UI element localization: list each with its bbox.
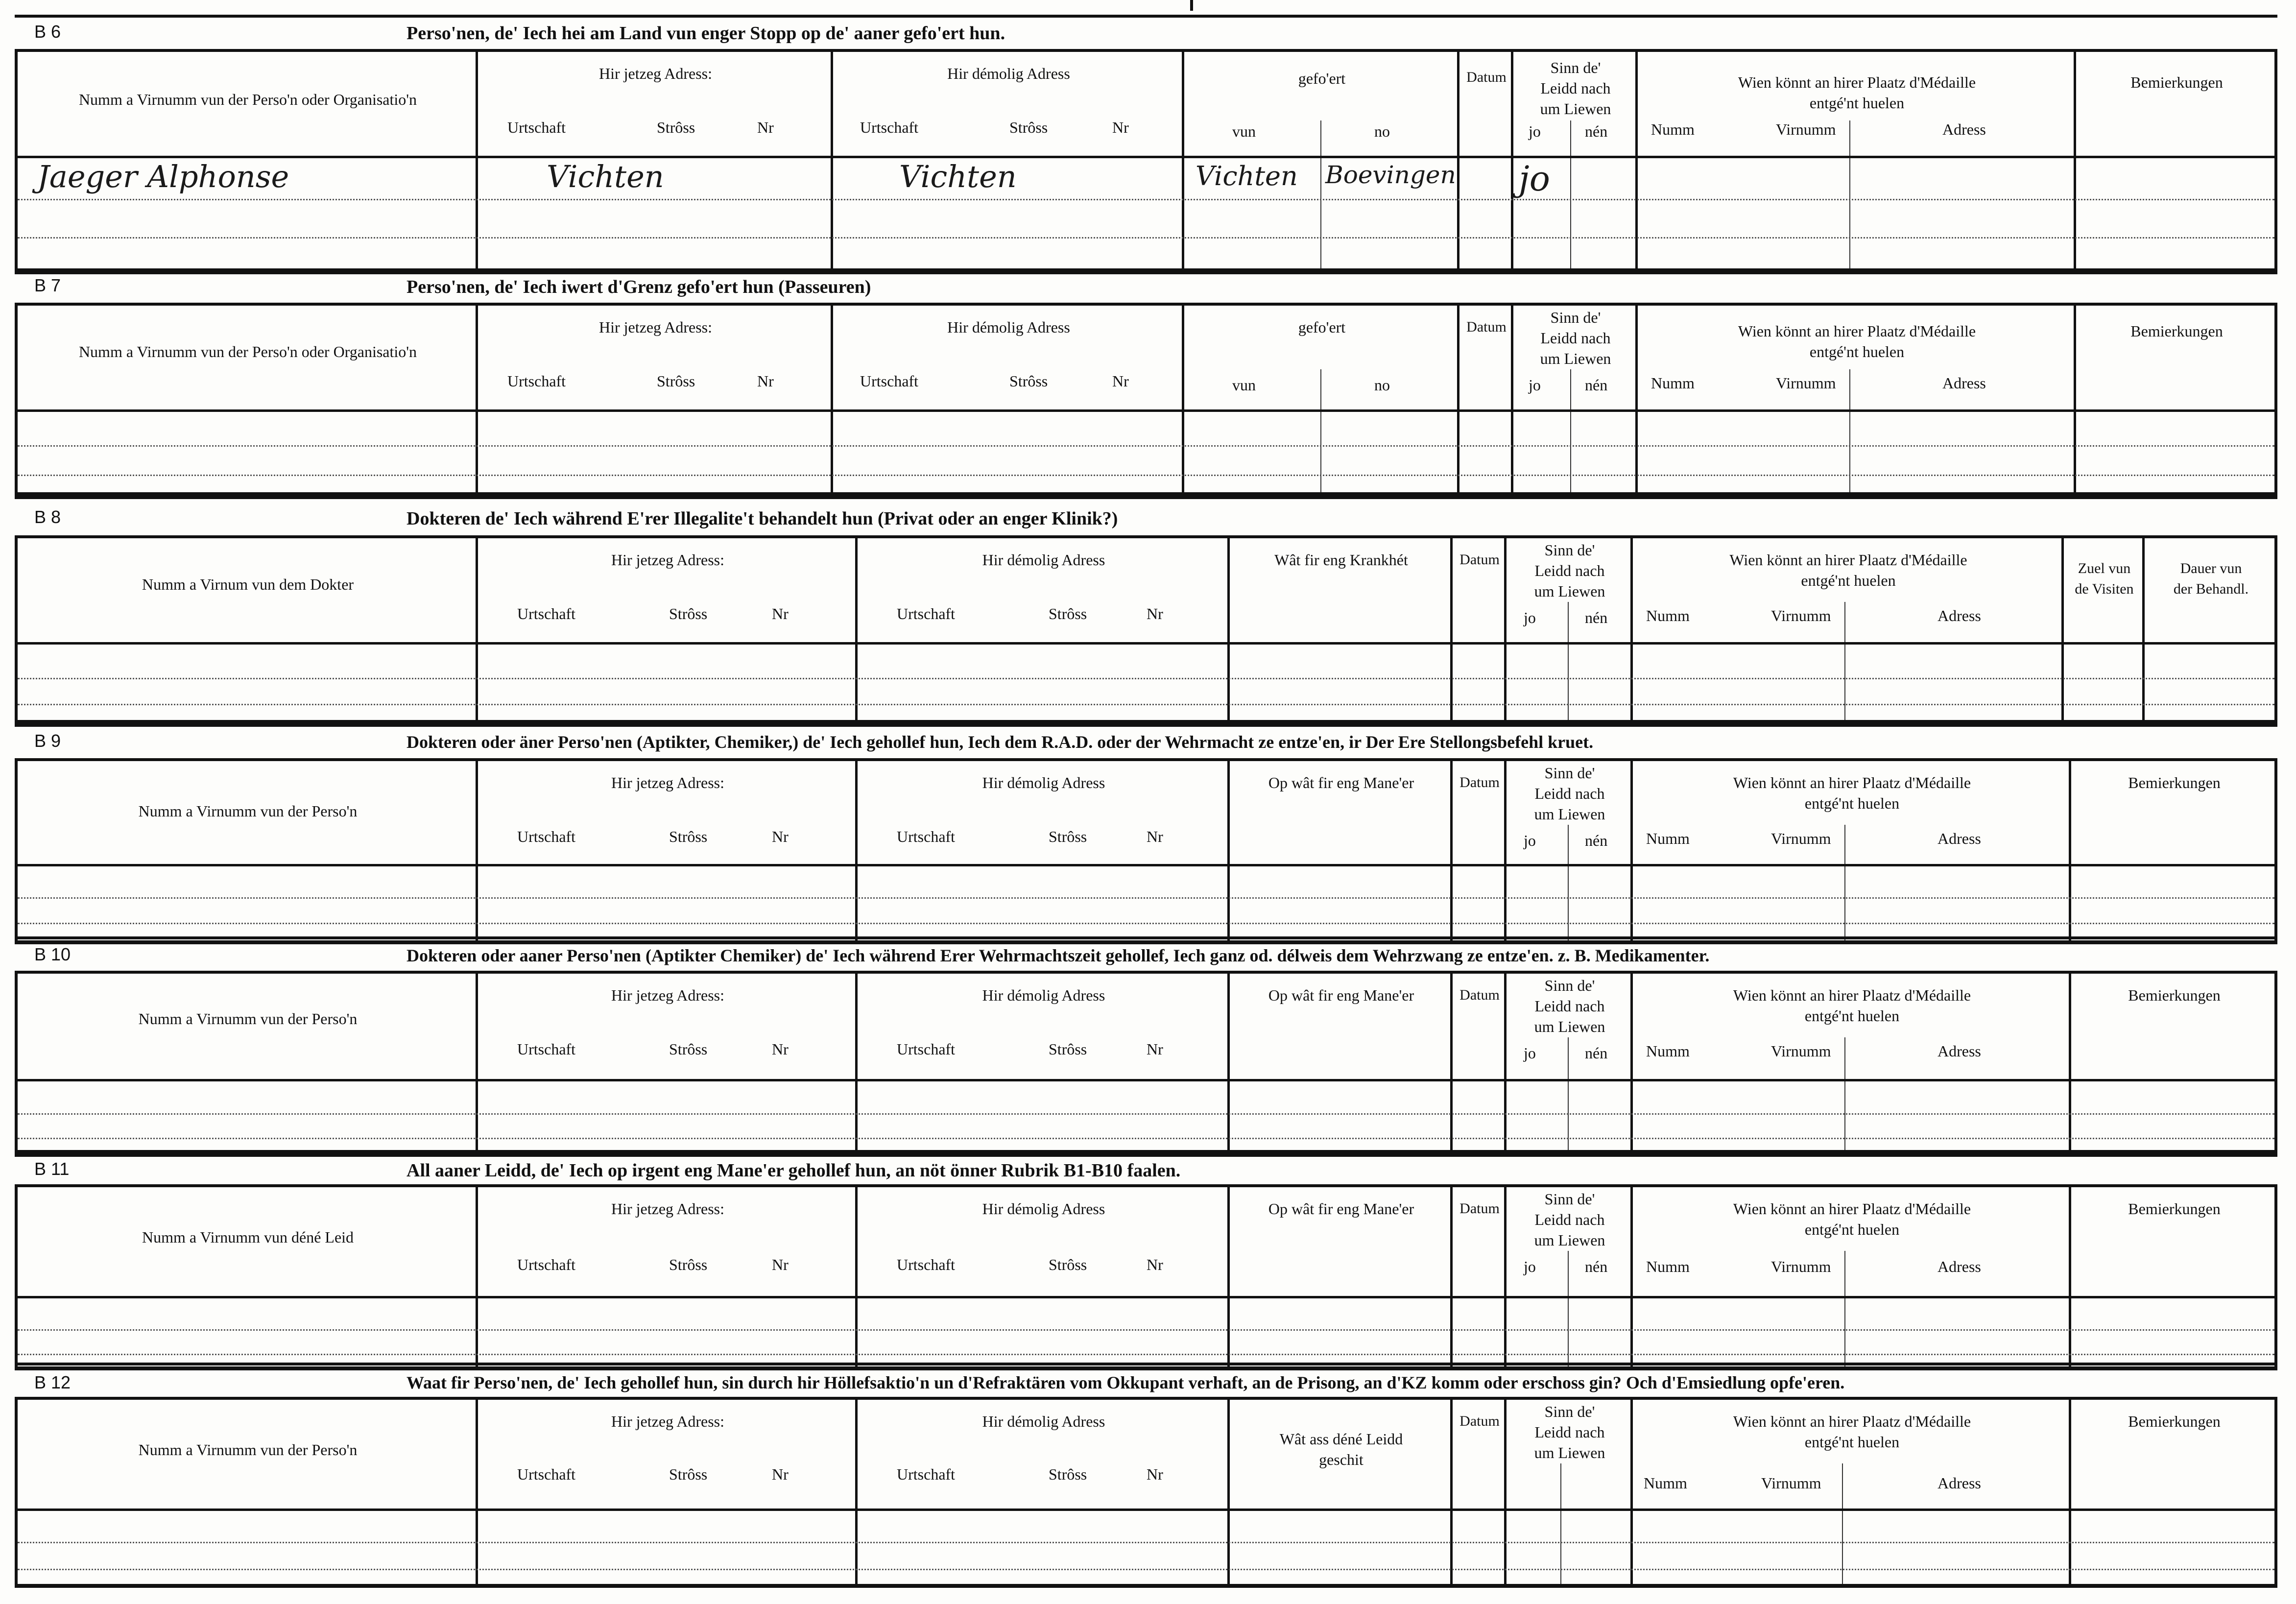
entry-jo: jo (1519, 159, 1550, 199)
section-title: Perso'nen, de' Iech hei am Land vun enger Stopp op de' aaner gefo'ert hun. (407, 23, 1005, 44)
numm-label: Numm (1646, 607, 1690, 624)
duration-label-2: der Behandl. (2173, 581, 2249, 597)
section-code: B 6 (34, 22, 61, 42)
urtschaft-label: Urtschaft (897, 1040, 956, 1058)
urtschaft-label: Urtschaft (897, 828, 956, 845)
divider (1844, 1251, 1845, 1366)
stross-label: Strôss (1009, 119, 1048, 136)
current-address-label: Hir jetzeg Adress: (611, 1412, 725, 1430)
liewen-label: um Liewen (1540, 350, 1611, 367)
nr-label: Nr (1112, 119, 1129, 136)
section-code: B 12 (34, 1372, 71, 1392)
entry-current-place: Vichten (547, 159, 664, 194)
transport-label: gefo'ert (1298, 70, 1346, 87)
leidd-label: Leidd nach (1534, 1211, 1605, 1228)
former-address-label: Hir démolig Adress (947, 318, 1070, 336)
stross-label: Strôss (1049, 1465, 1087, 1483)
transport-label: gefo'ert (1298, 318, 1346, 336)
datum-label: Datum (1459, 1413, 1500, 1429)
name-header: Numm a Virnum vun dem Dokter (142, 575, 354, 593)
section-b11 (15, 1150, 2277, 1184)
datum-label: Datum (1459, 987, 1500, 1003)
manner-label: Op wât fir eng Mane'er (1268, 774, 1414, 791)
name-header: Numm a Virnumm vun der Perso'n (138, 802, 358, 820)
name-header: Numm a Virnumm vun der Perso'n oder Organisatio'n (78, 343, 417, 360)
adress-label: Adress (1937, 1258, 1981, 1275)
nr-label: Nr (772, 605, 789, 622)
liewen-label: um Liewen (1534, 1444, 1605, 1461)
urtschaft-label: Urtschaft (897, 1256, 956, 1273)
leidd-label: Leidd nach (1540, 79, 1611, 97)
section-code: B 7 (34, 275, 61, 295)
urtschaft-label: Urtschaft (517, 1040, 576, 1058)
urtschaft-label: Urtschaft (517, 1465, 576, 1483)
medal-label-2: entgé'nt huelen (1809, 94, 1905, 112)
table-b11 (15, 1184, 2277, 1370)
divider (1568, 602, 1569, 720)
sinn-label: Sinn de' (1550, 59, 1601, 76)
divider (1844, 602, 1845, 720)
dotted-line (18, 475, 2274, 476)
divider (1568, 1037, 1569, 1153)
numm-label: Numm (1646, 1258, 1690, 1275)
name-header: Numm a Virnumm vun der Perso'n (138, 1441, 358, 1459)
section-title: Dokteren oder aaner Perso'nen (Aptikter Chemiker) de' Iech während Erer Wehrmachtszeit gehollef, Iech ganz od. délweis dem Wehrzwang ze entze'en. z. B. Medikamenter. (407, 946, 1710, 965)
liewen-label: um Liewen (1534, 805, 1605, 823)
virnumm-label: Virnumm (1771, 1042, 1831, 1060)
to-label: no (1374, 376, 1390, 394)
header-rule (18, 1079, 2274, 1081)
col-happened (1230, 1400, 1453, 1584)
current-address-label: Hir jetzeg Adress: (611, 986, 725, 1004)
urtschaft-label: Urtschaft (517, 828, 576, 845)
medal-label-2: entgé'nt huelen (1801, 572, 1896, 589)
stross-label: Strôss (669, 1256, 708, 1273)
remarks-label: Bemierkungen (2130, 322, 2223, 340)
dotted-line (18, 199, 2274, 200)
adress-label: Adress (1937, 607, 1981, 624)
section-b10 (15, 936, 2277, 971)
divider (1570, 369, 1571, 492)
nen-label: nén (1585, 1258, 1608, 1275)
header-rule (18, 1296, 2274, 1298)
section-title: Dokteren oder äner Perso'nen (Aptikter, Chemiker,) de' Iech gehollef hun, Iech dem R.A.D. oder der Wehrmacht ze entze'en, ir Der Ere Stellongsbefehl kruet. (407, 732, 1594, 752)
remarks-label: Bemierkungen (2128, 774, 2221, 791)
from-label: vun (1232, 376, 1256, 394)
datum-label: Datum (1459, 1200, 1500, 1217)
numm-label: Numm (1651, 120, 1695, 138)
former-address-label: Hir démolig Adress (982, 774, 1105, 791)
nr-label: Nr (772, 1256, 789, 1273)
nen-label: nén (1585, 609, 1608, 626)
remarks-label: Bemierkungen (2130, 73, 2223, 91)
numm-label: Numm (1644, 1474, 1687, 1492)
dotted-line (18, 678, 2274, 679)
dotted-line (18, 704, 2274, 705)
nr-label: Nr (772, 1465, 789, 1483)
medal-label: Wien könnt an hirer Plaatz d'Médaille (1738, 322, 1976, 340)
jo-label: jo (1524, 1258, 1536, 1275)
section-code: B 10 (34, 944, 71, 964)
sinn-label: Sinn de' (1544, 1403, 1595, 1420)
remarks-label: Bemierkungen (2128, 986, 2221, 1004)
name-header: Numm a Virnumm vun der Perso'n (138, 1010, 358, 1028)
section-code: B 11 (34, 1159, 70, 1179)
divider (1568, 1251, 1569, 1366)
divider (1320, 120, 1321, 270)
dotted-line (18, 1542, 2274, 1543)
adress-label: Adress (1942, 120, 1986, 138)
medal-label: Wien könnt an hirer Plaatz d'Médaille (1733, 1200, 1971, 1218)
current-address-label: Hir jetzeg Adress: (611, 551, 725, 569)
dotted-line (18, 445, 2274, 447)
adress-label: Adress (1937, 1042, 1981, 1060)
nr-label: Nr (1147, 828, 1163, 845)
virnumm-label: Virnumm (1776, 374, 1836, 392)
col-name (18, 1400, 478, 1584)
divider (1560, 1463, 1561, 1584)
stross-label: Strôss (657, 372, 695, 390)
nen-label: nén (1585, 1044, 1608, 1062)
dotted-line (18, 1113, 2274, 1115)
sinn-label: Sinn de' (1544, 764, 1595, 782)
medal-label-2: entgé'nt huelen (1809, 343, 1905, 360)
leidd-label: Leidd nach (1540, 329, 1611, 347)
name-header: Numm a Virnumm vun déné Leid (142, 1228, 354, 1246)
jo-label: jo (1524, 609, 1536, 626)
medal-label-2: entgé'nt huelen (1804, 794, 1900, 812)
virnumm-label: Virnumm (1771, 1258, 1831, 1275)
happened-label-2: geschit (1319, 1451, 1363, 1468)
stross-label: Strôss (669, 605, 708, 622)
datum-label: Datum (1459, 551, 1500, 568)
datum-label: Datum (1466, 319, 1507, 335)
top-tick (1190, 0, 1193, 11)
divider (1320, 369, 1321, 492)
stross-label: Strôss (1009, 372, 1048, 390)
duration-label: Dauer vun (2180, 560, 2242, 576)
urtschaft-label: Urtschaft (517, 1256, 576, 1273)
leidd-label: Leidd nach (1534, 1423, 1605, 1441)
table-b12 (15, 1397, 2277, 1588)
dotted-line (18, 1569, 2274, 1570)
visits-label-2: de Visiten (2075, 581, 2134, 597)
divider (1849, 369, 1850, 492)
to-label: no (1374, 122, 1390, 140)
dotted-line (18, 923, 2274, 924)
adress-label: Adress (1942, 374, 1986, 392)
section-code: B 9 (34, 731, 61, 751)
dotted-line (18, 1329, 2274, 1331)
sinn-label: Sinn de' (1544, 541, 1595, 559)
manner-label: Op wât fir eng Mane'er (1268, 1200, 1414, 1218)
sinn-label: Sinn de' (1544, 1190, 1595, 1208)
medal-label-2: entgé'nt huelen (1804, 1221, 1900, 1238)
current-address-label: Hir jetzeg Adress: (598, 65, 713, 82)
section-title: All aaner Leidd, de' Iech op irgent eng Mane'er gehollef hun, an nöt önner Rubrik B1-B10 faalen. (407, 1160, 1181, 1181)
dotted-line (18, 897, 2274, 899)
leidd-label: Leidd nach (1534, 785, 1605, 802)
nen-label: nén (1585, 376, 1608, 394)
nr-label: Nr (1147, 605, 1163, 622)
former-address-label: Hir démolig Adress (982, 986, 1105, 1004)
virnumm-label: Virnumm (1776, 120, 1836, 138)
table-b6 (15, 49, 2277, 274)
stross-label: Strôss (669, 1040, 708, 1058)
name-header: Numm a Virnumm vun der Perso'n oder Organisatio'n (78, 91, 417, 108)
datum-label: Datum (1459, 774, 1500, 790)
header-rule (18, 156, 2274, 158)
stross-label: Strôss (669, 828, 708, 845)
section-b12 (15, 1363, 2277, 1397)
medal-label: Wien könnt an hirer Plaatz d'Médaille (1733, 1412, 1971, 1430)
leidd-label: Leidd nach (1534, 997, 1605, 1015)
entry-former-place: Vichten (899, 159, 1017, 194)
col-name (18, 306, 478, 492)
nr-label: Nr (1147, 1256, 1163, 1273)
liewen-label: um Liewen (1534, 1231, 1605, 1249)
sinn-label: Sinn de' (1544, 977, 1595, 994)
col-name (18, 1187, 478, 1366)
former-address-label: Hir démolig Adress (947, 65, 1070, 82)
header-rule (18, 409, 2274, 412)
urtschaft-label: Urtschaft (507, 119, 566, 136)
section-title: Dokteren de' Iech während E'rer Illegalite't behandelt hun (Privat oder an enger Klinik?) (407, 508, 1118, 529)
nr-label: Nr (1147, 1465, 1163, 1483)
illness-label: Wât fir eng Krankhét (1274, 551, 1408, 569)
from-label: vun (1232, 122, 1256, 140)
adress-label: Adress (1937, 1474, 1981, 1492)
section-code: B 8 (34, 507, 61, 527)
manner-label: Op wât fir eng Mane'er (1268, 986, 1414, 1004)
nr-label: Nr (757, 119, 774, 136)
nr-label: Nr (772, 828, 789, 845)
section-b9 (15, 724, 2277, 758)
entry-to: Boevingen (1325, 161, 1456, 189)
jo-label: jo (1529, 122, 1541, 140)
section-b8 (15, 496, 2277, 535)
dotted-line (18, 1138, 2274, 1139)
stross-label: Strôss (1049, 828, 1087, 845)
adress-label: Adress (1937, 830, 1981, 847)
numm-label: Numm (1651, 374, 1695, 392)
table-b7 (15, 303, 2277, 496)
stross-label: Strôss (657, 119, 695, 136)
section-title: Perso'nen, de' Iech iwert d'Grenz gefo'ert hun (Passeuren) (407, 277, 871, 297)
virnumm-label: Virnumm (1771, 830, 1831, 847)
visits-label: Zuel vun (2078, 560, 2131, 576)
dotted-line (18, 1354, 2274, 1355)
numm-label: Numm (1646, 830, 1690, 847)
stross-label: Strôss (669, 1465, 708, 1483)
col-name (18, 538, 478, 720)
happened-label: Wât ass déné Leidd (1279, 1430, 1403, 1448)
nr-label: Nr (757, 372, 774, 390)
col-name (18, 974, 478, 1153)
liewen-label: um Liewen (1540, 100, 1611, 118)
current-address-label: Hir jetzeg Adress: (598, 318, 713, 336)
stross-label: Strôss (1049, 605, 1087, 622)
medal-label: Wien könnt an hirer Plaatz d'Médaille (1733, 774, 1971, 791)
jo-label: jo (1524, 1044, 1536, 1062)
jo-label: jo (1524, 832, 1536, 849)
stross-label: Strôss (1049, 1256, 1087, 1273)
entry-from: Vichten (1196, 161, 1298, 192)
urtschaft-label: Urtschaft (517, 605, 576, 622)
header-rule (18, 642, 2274, 645)
urtschaft-label: Urtschaft (507, 372, 566, 390)
leidd-label: Leidd nach (1534, 562, 1605, 579)
urtschaft-label: Urtschaft (897, 1465, 956, 1483)
urtschaft-label: Urtschaft (897, 605, 956, 622)
section-b7 (15, 268, 2277, 303)
sinn-label: Sinn de' (1550, 309, 1601, 326)
entry-name: Jaeger Alphonse (37, 159, 289, 194)
liewen-label: um Liewen (1534, 1018, 1605, 1035)
nr-label: Nr (1112, 372, 1129, 390)
urtschaft-label: Urtschaft (860, 372, 919, 390)
liewen-label: um Liewen (1534, 582, 1605, 600)
nr-label: Nr (772, 1040, 789, 1058)
table-b10 (15, 971, 2277, 1157)
former-address-label: Hir démolig Adress (982, 1200, 1105, 1218)
medal-label-2: entgé'nt huelen (1804, 1007, 1900, 1025)
col-name (18, 761, 478, 940)
medal-label: Wien könnt an hirer Plaatz d'Médaille (1733, 986, 1971, 1004)
table-b8 (15, 535, 2277, 724)
jo-label: jo (1529, 376, 1541, 394)
former-address-label: Hir démolig Adress (982, 551, 1105, 569)
numm-label: Numm (1646, 1042, 1690, 1060)
divider (1844, 1037, 1845, 1153)
table-b9 (15, 758, 2277, 944)
section-title: Waat fir Perso'nen, de' Iech gehollef hun, sin durch hir Höllefsaktio'n un d'Refraktären vom Okkupant verhaft, an de Prisong, an d'KZ komm oder erschoss gin? Och d'Emsiedlung opfe'eren. (407, 1373, 1845, 1392)
current-address-label: Hir jetzeg Adress: (611, 1200, 725, 1218)
nr-label: Nr (1147, 1040, 1163, 1058)
medal-label: Wien könnt an hirer Plaatz d'Médaille (1729, 551, 1967, 569)
current-address-label: Hir jetzeg Adress: (611, 774, 725, 791)
datum-label: Datum (1466, 69, 1507, 85)
former-address-label: Hir démolig Adress (982, 1412, 1105, 1430)
medal-label-2: entgé'nt huelen (1804, 1433, 1900, 1451)
nen-label: nén (1585, 832, 1608, 849)
virnumm-label: Virnumm (1771, 607, 1831, 624)
urtschaft-label: Urtschaft (860, 119, 919, 136)
header-rule (18, 1508, 2274, 1511)
dotted-line (18, 237, 2274, 239)
divider (1849, 120, 1850, 270)
remarks-label: Bemierkungen (2128, 1200, 2221, 1218)
nen-label: nén (1585, 122, 1608, 140)
header-rule (18, 864, 2274, 866)
virnumm-label: Virnumm (1761, 1474, 1821, 1492)
stross-label: Strôss (1049, 1040, 1087, 1058)
medal-label: Wien könnt an hirer Plaatz d'Médaille (1738, 73, 1976, 91)
divider (1570, 120, 1571, 270)
divider (1842, 1463, 1843, 1584)
remarks-label: Bemierkungen (2128, 1412, 2221, 1430)
section-b6 (15, 15, 2277, 49)
